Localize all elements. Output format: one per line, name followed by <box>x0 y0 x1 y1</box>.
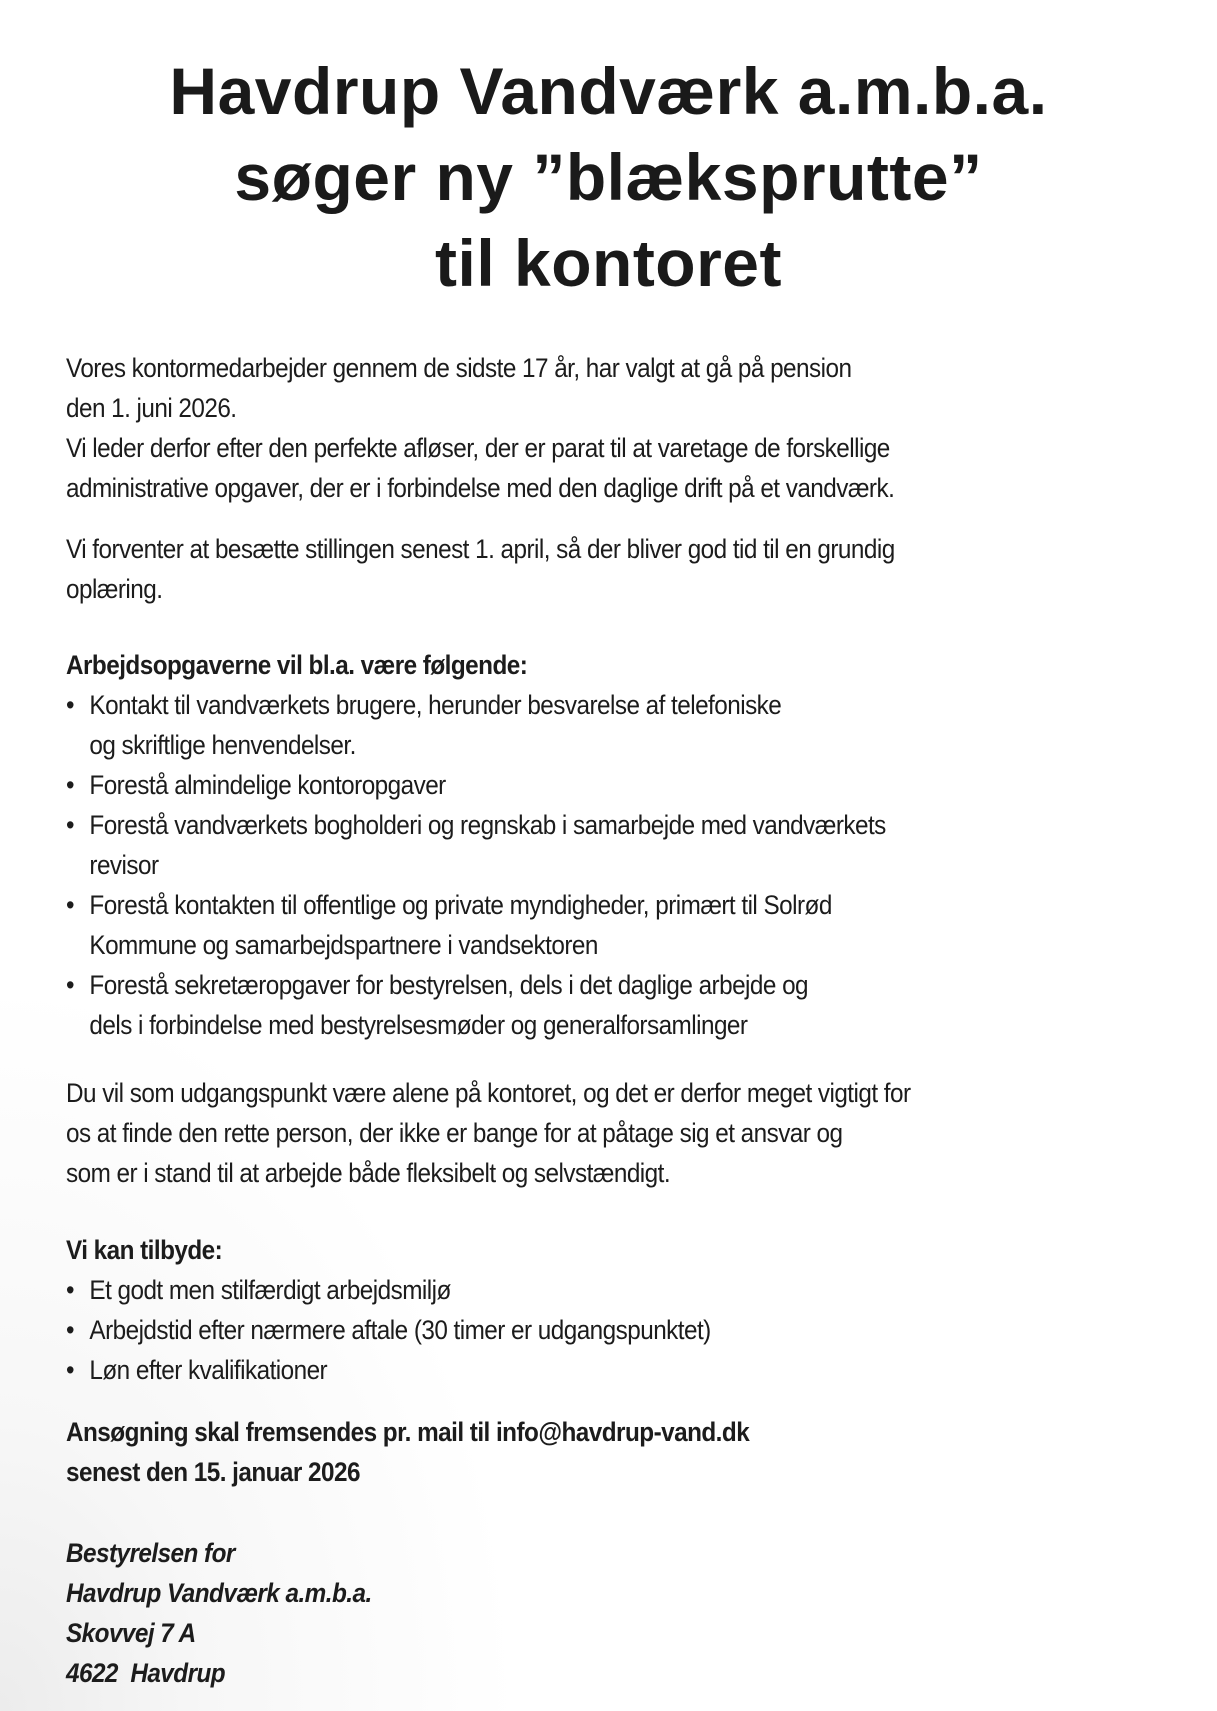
offer-section <box>66 1230 1187 1390</box>
text-line: Vi forventer at besætte stillingen senest 1. april, så der bliver god tid til en grundig <box>66 534 895 564</box>
responsibility-paragraph <box>66 1073 1187 1193</box>
text-line: og skriftlige henvendelser. <box>89 730 356 760</box>
text-line: • Forestå vandværkets bogholderi og regnskab i samarbejde med vandværkets <box>89 810 886 840</box>
text-line: Vores kontormedarbejder gennem de sidste 17 år, har valgt at gå på pension <box>66 353 852 383</box>
text-line: • Forestå almindelige kontoropgaver <box>89 770 446 800</box>
text-line: • Forestå kontakten til offentlige og private myndigheder, primært til Solrød <box>89 890 832 920</box>
text-line: Du vil som udgangspunkt være alene på kontoret, og det er derfor meget vigtigt for <box>66 1078 911 1108</box>
text-line: • Løn efter kvalifikationer <box>89 1355 328 1385</box>
tasks-section <box>66 645 1187 1045</box>
task-item <box>66 885 1187 965</box>
intro-paragraph <box>66 348 1187 508</box>
text-line: • Kontakt til vandværkets brugere, herunder besvarelse af telefoniske <box>89 690 782 720</box>
offer-heading: Vi kan tilbyde: <box>66 1235 223 1265</box>
task-item <box>66 765 1187 805</box>
text-line: Vi leder derfor efter den perfekte afløser, der er parat til at varetage de forskellige <box>66 433 890 463</box>
address-street: Skovvej 7 A <box>66 1618 196 1648</box>
task-item <box>66 965 1187 1045</box>
text-line: administrative opgaver, der er i forbindelse med den daglige drift på et vandværk. <box>66 473 895 503</box>
text-line: oplæring. <box>66 574 163 604</box>
text-line: Kommune og samarbejdspartnere i vandsektoren <box>89 930 598 960</box>
signature-block <box>66 1533 1187 1693</box>
application-text: Ansøgning skal fremsendes pr. mail til <box>66 1417 496 1447</box>
organization-name: Havdrup Vandværk a.m.b.a. <box>66 1578 372 1608</box>
title-line: til kontoret <box>435 226 782 300</box>
task-item <box>66 685 1187 765</box>
offer-item <box>66 1270 1187 1310</box>
task-item <box>66 805 1187 885</box>
text-line: dels i forbindelse med bestyrelsesmøder og generalforsamlinger <box>89 1010 748 1040</box>
start-date-paragraph <box>66 529 1187 609</box>
offer-item <box>66 1310 1187 1350</box>
text-line: • Forestå sekretæropgaver for bestyrelsen, dels i det daglige arbejde og <box>89 970 809 1000</box>
offer-item <box>66 1350 1187 1390</box>
page-title <box>0 48 1217 306</box>
deadline-line: senest den 15. januar 2026 <box>66 1457 360 1487</box>
address-city: 4622 Havdrup <box>66 1658 226 1688</box>
title-line: søger ny ”blæksprutte” <box>234 140 983 214</box>
text-line: • Et godt men stilfærdigt arbejdsmiljø <box>89 1275 451 1305</box>
application-line <box>66 1412 1187 1452</box>
text-line: som er i stand til at arbejde både fleksibelt og selvstændigt. <box>66 1158 671 1188</box>
email-link[interactable]: info@havdrup-vand.dk <box>495 1417 750 1447</box>
text-line: • Arbejdstid efter nærmere aftale (30 timer er udgangspunktet) <box>89 1315 711 1345</box>
signature-line: Bestyrelsen for <box>66 1538 235 1568</box>
tasks-heading: Arbejdsopgaverne vil bl.a. være følgende: <box>66 650 528 680</box>
title-line: Havdrup Vandværk a.m.b.a. <box>169 54 1048 128</box>
tasks-list <box>66 685 1187 1045</box>
text-line: den 1. juni 2026. <box>66 393 237 423</box>
offer-list <box>66 1270 1187 1390</box>
text-line: os at finde den rette person, der ikke er bange for at påtage sig et ansvar og <box>66 1118 843 1148</box>
application-instructions <box>66 1412 1187 1492</box>
text-line: revisor <box>89 850 159 880</box>
